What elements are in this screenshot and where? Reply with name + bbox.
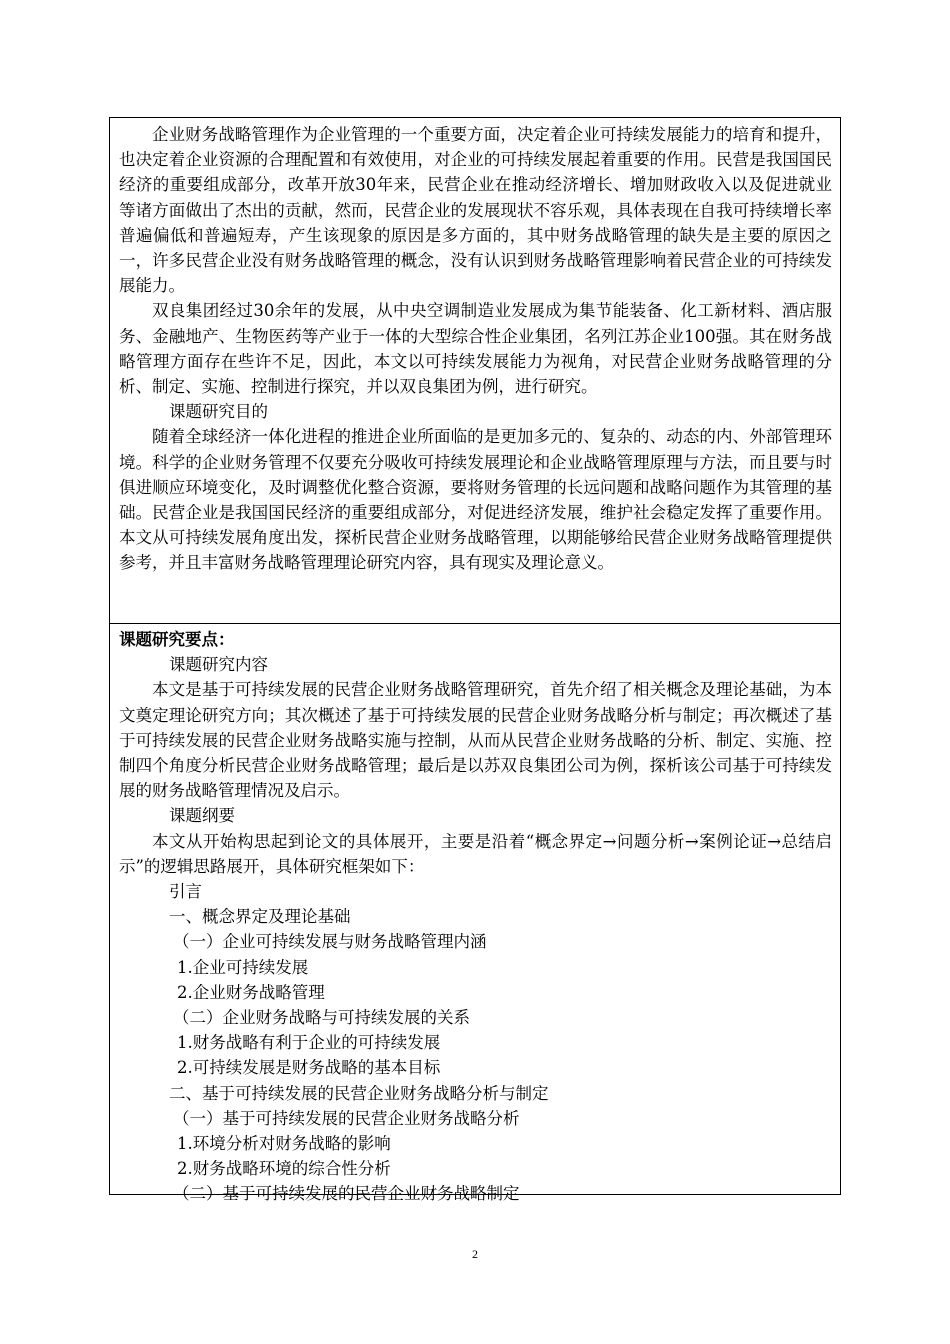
outline-chapter-1-section-2-item-1: 1.财务战略有利于企业的可持续发展 (177, 1033, 441, 1053)
outline-chapter-1-section-2: （二）企业财务战略与可持续发展的关系 (173, 1008, 470, 1028)
outline-paragraph: 本文从开始构思起到论文的具体展开，主要是沿着“概念界定→问题分析→案例论证→总结启示”的逻辑思路展开，具体研究框架如下： (119, 831, 832, 876)
purpose-title: 课题研究目的 (169, 402, 268, 422)
outline-chapter-1: 一、概念界定及理论基础 (169, 907, 351, 927)
key-points-cell (119, 627, 832, 1207)
row-divider (110, 623, 840, 624)
background-paragraph-1: 企业财务战略管理作为企业管理的一个重要方面，决定着企业可持续发展能力的培育和提升，也决定着企业资源的合理配置和有效使用，对企业的可持续发展起着重要的作用。民营是我国国民经济的重要组成部分，改革开放30年来，民营企业在推动经济增长、增加财政收入以及促进就业等诸方面做出了杰出的贡献，然而，民营企业的发展现状不容乐观，具体表现在自我可持续增长率普遍偏低和普遍短寿，产生该现象的原因是多方面的，其中财务战略管理的缺失是主要的原因之一，许多民营企业没有财务战略管理的概念，没有认识到财务战略管理影响着民营企业的可持续发展能力。 (119, 125, 832, 296)
outline-chapter-2: 二、基于可持续发展的民营企业财务战略分析与制定 (169, 1083, 549, 1103)
purpose-paragraph: 随着全球经济一体化进程的推进企业所面临的是更加多元的、复杂的、动态的内、外部管理环境。科学的企业财务管理不仅要充分吸收可持续发展理论和企业战略管理原理与方法，而且要与时俱进顺应环境变化，及时调整优化整合资源，要将财务管理的长远问题和战略问题作为其管理的基础。民营企业是我国国民经济的重要组成部分，对促进经济发展，维护社会稳定发挥了重要作用。本文从可持续发展角度出发，探析民营企业财务战略管理，以期能够给民营企业财务战略管理提供参考，并且丰富财务战略管理理论研究内容，具有现实及理论意义。 (119, 427, 832, 573)
background-paragraph-2: 双良集团经过30余年的发展，从中央空调制造业发展成为集节能装备、化工新材料、酒店服务、金融地产、生物医药等产业于一体的大型综合性企业集团，名列江苏企业100强。其在财务战略管理方面存在些许不足，因此，本文以可持续发展能力为视角，对民营企业财务战略管理的分析、制定、实施、控制进行探究，并以双良集团为例，进行研究。 (119, 301, 832, 397)
outline-intro: 引言 (169, 882, 202, 902)
background-cell (119, 122, 832, 576)
outline-chapter-1-section-2-item-2: 2.可持续发展是财务战略的基本目标 (177, 1058, 441, 1078)
page-number: 2 (472, 1247, 478, 1261)
outline-chapter-1-section-1-item-2: 2.企业财务战略管理 (177, 982, 325, 1002)
content-title: 课题研究内容 (169, 655, 268, 675)
outline-title: 课题纲要 (169, 806, 235, 826)
key-points-heading: 课题研究要点： (119, 630, 235, 649)
outline-chapter-2-section-2: （二）基于可持续发展的民营企业财务战略制定 (173, 1184, 520, 1204)
content-paragraph: 本文是基于可持续发展的民营企业财务战略管理研究，首先介绍了相关概念及理论基础，为本文奠定理论研究方向；其次概述了基于可持续发展的民营企业财务战略分析与制定；再次概述了基于可持续发展的民营企业财务战略实施与控制，从而从民营企业财务战略的分析、制定、实施、控制四个角度分析民营企业财务战略管理；最后是以苏双良集团公司为例，探析该公司基于可持续发展的财务战略管理情况及启示。 (119, 680, 832, 801)
outline-chapter-2-section-1: （一）基于可持续发展的民营企业财务战略分析 (173, 1108, 520, 1128)
outline-chapter-2-section-1-item-1: 1.环境分析对财务战略的影响 (177, 1134, 391, 1154)
outline-chapter-1-section-1: （一）企业可持续发展与财务战略管理内涵 (173, 932, 487, 952)
outline-chapter-2-section-1-item-2: 2.财务战略环境的综合性分析 (177, 1159, 391, 1179)
outline-chapter-1-section-1-item-1: 1.企业可持续发展 (177, 957, 309, 977)
proposal-table (109, 117, 841, 1204)
